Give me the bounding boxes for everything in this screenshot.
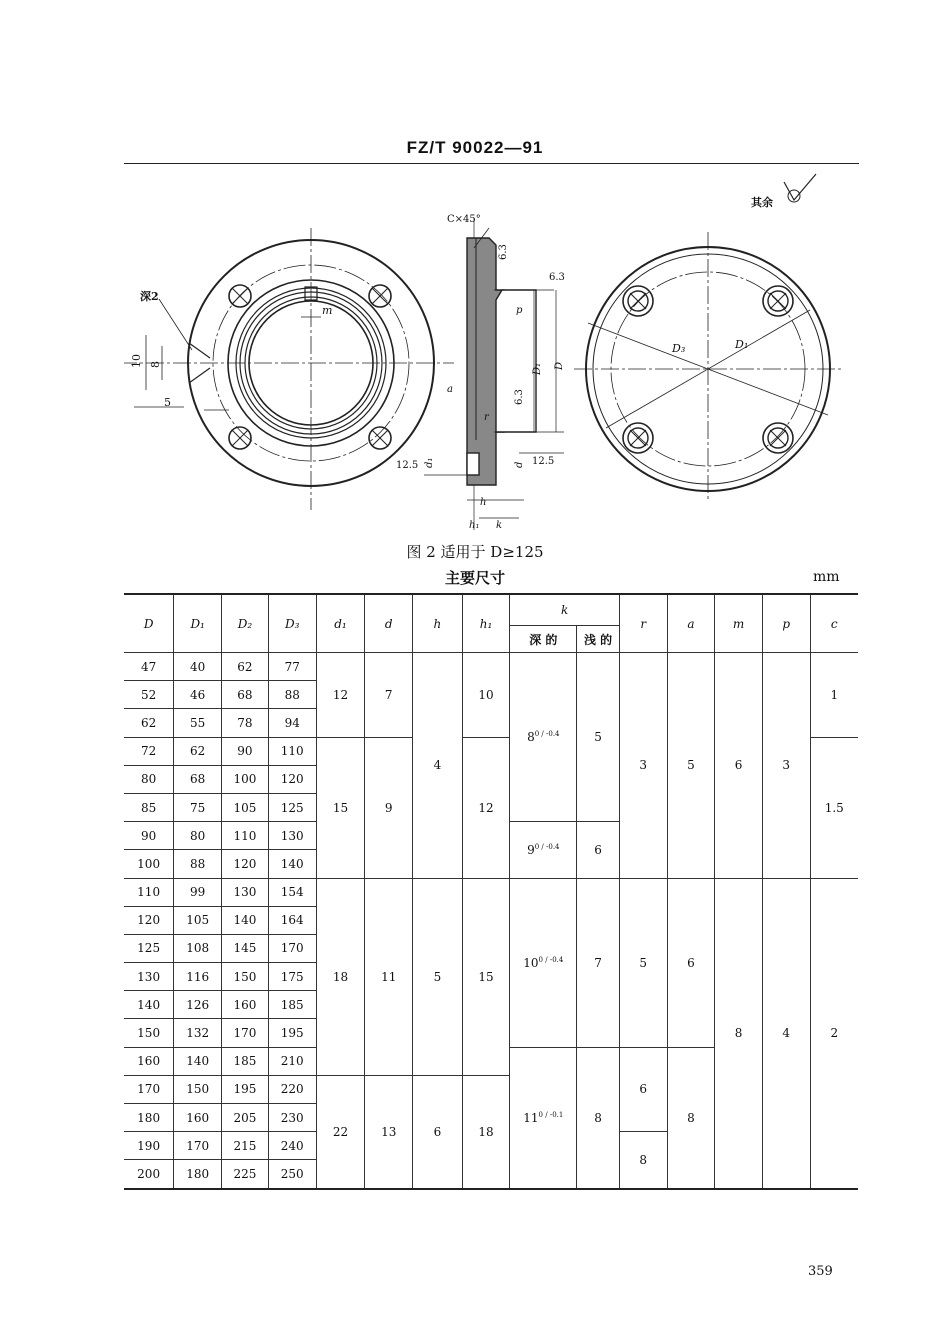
cell-h1: 12 [462,737,510,878]
cell-D: 110 [124,878,174,906]
cell-D1: 140 [174,1047,222,1075]
cell-h: 6 [413,1075,463,1188]
cell-D2: 215 [222,1132,269,1160]
header-D3: D₃ [268,594,316,653]
cell-r: 8 [619,1132,667,1189]
cell-k-deep: $10^{0 / -0.4}$ [510,878,577,1047]
label-D: D [554,361,565,370]
cell-k-shallow: 7 [577,878,620,1047]
label-D3: D₃ [672,342,686,355]
cell-D3: 185 [268,991,316,1019]
cell-c: 1.5 [810,737,858,878]
cell-D2: 62 [222,653,269,681]
section-view [424,218,564,530]
bolt-hole [369,427,391,449]
roughness-12-5-a: 12.5 [396,460,419,471]
figure-caption: 图 2 适用于 D≥125 [406,543,544,561]
label-D1-right: D₁ [735,338,749,351]
cell-D3: 140 [268,850,316,878]
label-d1: d₁ [424,457,435,468]
chamfer-label: C×45° [447,214,481,225]
cell-D2: 225 [222,1160,269,1189]
standard-number-header: FZ/T 90022—91 [406,138,544,157]
cell-D: 52 [124,681,174,709]
cell-d: 13 [365,1075,413,1188]
cell-D1: 150 [174,1075,222,1103]
cell-k-deep: $9^{0 / -0.4}$ [510,822,577,878]
cell-h1: 18 [462,1075,510,1188]
cell-D2: 78 [222,709,269,737]
cell-D: 130 [124,963,174,991]
cell-D2: 130 [222,878,269,906]
table-row [124,878,858,906]
header-k: k [510,594,620,626]
cell-m: 8 [715,878,763,1189]
cell-r: 3 [619,653,667,879]
cell-D1: 80 [174,822,222,850]
cell-D2: 195 [222,1075,269,1103]
label-k: k [496,520,503,531]
table-unit: mm [813,569,840,585]
cell-D3: 195 [268,1019,316,1047]
header-a: a [667,594,715,653]
cell-h1: 15 [462,878,510,1075]
cell-r: 5 [619,878,667,1047]
cell-D3: 250 [268,1160,316,1189]
cell-D2: 68 [222,681,269,709]
cell-D3: 125 [268,793,316,821]
header-c: c [810,594,858,653]
cell-D2: 205 [222,1104,269,1132]
cell-p: 3 [762,653,810,879]
page-number: 359 [808,1264,833,1279]
cell-D: 62 [124,709,174,737]
cell-h: 4 [413,653,463,879]
cell-c: 1 [810,653,858,738]
header-k-shallow: 浅 的 [577,626,620,653]
cell-a: 5 [667,653,715,879]
cell-D: 140 [124,991,174,1019]
cell-D2: 90 [222,737,269,765]
cell-D3: 120 [268,765,316,793]
cell-D: 85 [124,793,174,821]
bolt-hole [763,423,793,453]
cell-D: 72 [124,737,174,765]
cell-k-shallow: 8 [577,1047,620,1188]
cell-d: 11 [365,878,413,1075]
roughness-6-3-a: 6.3 [498,244,509,260]
cell-D3: 240 [268,1132,316,1160]
cell-D3: 164 [268,906,316,934]
cell-D: 125 [124,934,174,962]
dim-8: 8 [149,361,162,368]
cell-D: 100 [124,850,174,878]
cell-D1: 160 [174,1104,222,1132]
roughness-12-5-b: 12.5 [532,456,555,467]
cell-D2: 185 [222,1047,269,1075]
cell-k-shallow: 6 [577,822,620,878]
cell-D: 90 [124,822,174,850]
cell-D3: 110 [268,737,316,765]
cell-D: 200 [124,1160,174,1189]
cell-k-deep: $11^{0 / -0.1}$ [510,1047,577,1188]
cell-D1: 75 [174,793,222,821]
header-h: h [413,594,463,653]
table-title: 主要尺寸 [444,569,505,587]
cell-D3: 88 [268,681,316,709]
roughness-note: 其余 [751,196,773,209]
header-d: d [365,594,413,653]
cell-p: 4 [762,878,810,1189]
cell-m: 6 [715,653,763,879]
header-rule [124,163,859,164]
roughness-6-3-b: 6.3 [549,272,565,283]
technical-drawing [124,170,859,540]
cell-D2: 145 [222,934,269,962]
cell-D2: 110 [222,822,269,850]
dimensions-table [124,593,858,1190]
cell-D2: 160 [222,991,269,1019]
header-p: p [762,594,810,653]
back-view [574,174,844,500]
label-m: m [322,304,333,317]
bolt-hole [623,286,653,316]
roughness-6-3-c: 6.3 [514,389,525,405]
cell-h: 5 [413,878,463,1075]
label-h1: h₁ [469,520,480,531]
cell-D: 47 [124,653,174,681]
label-p: p [516,305,523,316]
cell-D1: 180 [174,1160,222,1189]
cell-D1: 40 [174,653,222,681]
bolt-hole [763,286,793,316]
cell-r: 6 [619,1047,667,1132]
cell-D3: 175 [268,963,316,991]
cell-D3: 130 [268,822,316,850]
cell-D1: 170 [174,1132,222,1160]
cell-d: 9 [365,737,413,878]
cell-D1: 132 [174,1019,222,1047]
table-row [124,653,858,681]
header-D1: D₁ [174,594,222,653]
header-r: r [619,594,667,653]
cell-k-deep: $8^{0 / -0.4}$ [510,653,577,822]
header-m: m [715,594,763,653]
cell-D2: 170 [222,1019,269,1047]
cell-D1: 62 [174,737,222,765]
cell-D3: 170 [268,934,316,962]
bolt-hole [369,285,391,307]
cell-a: 6 [667,878,715,1047]
cell-D1: 46 [174,681,222,709]
cell-k-shallow: 5 [577,653,620,822]
cell-D: 120 [124,906,174,934]
header-D: D [124,594,174,653]
cell-D: 160 [124,1047,174,1075]
cell-D2: 120 [222,850,269,878]
cell-D: 80 [124,765,174,793]
cell-c: 2 [810,878,858,1189]
cell-D: 190 [124,1132,174,1160]
cell-D2: 150 [222,963,269,991]
label-r: r [484,412,489,423]
cell-D1: 126 [174,991,222,1019]
cell-d1: 12 [316,653,365,738]
bolt-hole [229,285,251,307]
label-D1: D₁ [532,362,543,375]
cell-D1: 105 [174,906,222,934]
header-d1: d₁ [316,594,365,653]
cell-D2: 140 [222,906,269,934]
dim-10: 10 [130,354,143,368]
cell-D3: 210 [268,1047,316,1075]
header-D2: D₂ [222,594,269,653]
cell-d1: 18 [316,878,365,1075]
cell-a: 8 [667,1047,715,1188]
cell-D: 170 [124,1075,174,1103]
cell-d1: 15 [316,737,365,878]
cell-D3: 220 [268,1075,316,1103]
cell-D3: 154 [268,878,316,906]
cell-D2: 100 [222,765,269,793]
bolt-hole [623,423,653,453]
cell-D1: 55 [174,709,222,737]
cell-D: 150 [124,1019,174,1047]
cell-D1: 88 [174,850,222,878]
cell-d: 7 [365,653,413,738]
cell-D3: 77 [268,653,316,681]
label-h: h [480,497,487,508]
label-a: a [447,384,453,395]
cell-D3: 230 [268,1104,316,1132]
label-d: d [514,461,525,468]
cell-D1: 68 [174,765,222,793]
cell-D1: 108 [174,934,222,962]
cell-d1: 22 [316,1075,365,1188]
cell-D1: 116 [174,963,222,991]
dim-5: 5 [164,396,171,409]
cell-D1: 99 [174,878,222,906]
cell-h1: 10 [462,653,510,738]
header-h1: h₁ [462,594,510,653]
depth-label: 深2 [140,290,159,303]
cell-D2: 105 [222,793,269,821]
header-k-deep: 深 的 [510,626,577,653]
cell-D: 180 [124,1104,174,1132]
cell-D3: 94 [268,709,316,737]
